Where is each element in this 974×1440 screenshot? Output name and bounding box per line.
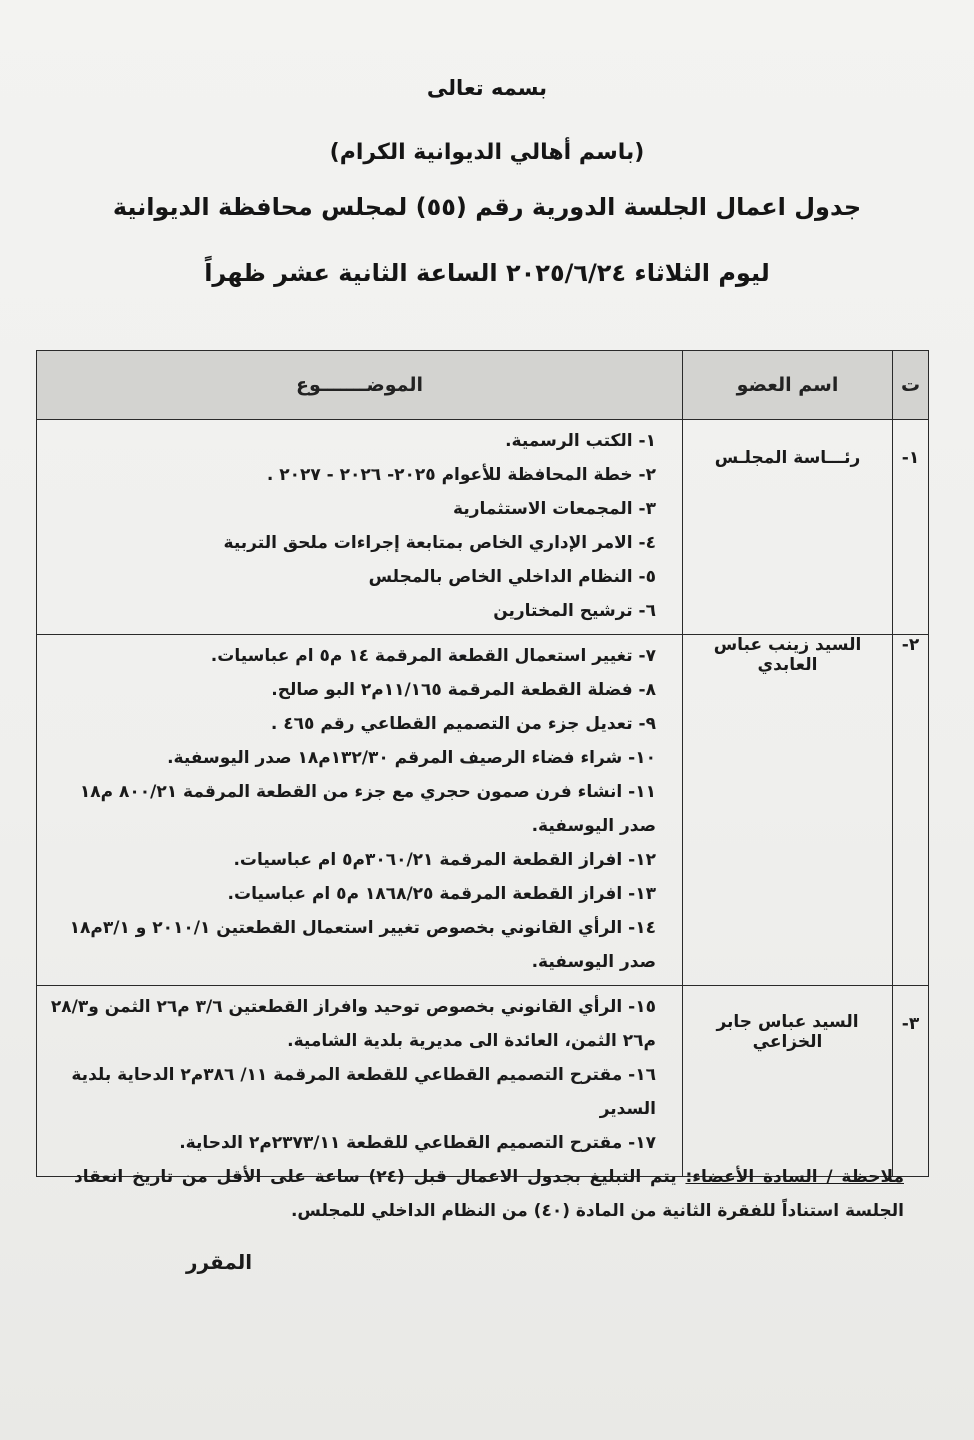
table-row	[37, 420, 929, 635]
agenda-item: ٣- المجمعات الاستثمارية	[453, 499, 656, 519]
agenda-item: ٦- ترشيح المختارين	[493, 601, 656, 621]
row-member: رئـــاسة المجلـس	[683, 420, 893, 635]
row-topics	[37, 986, 683, 1177]
agenda-item: ٢- خطة المحافظة للأعوام ٢٠٢٥- ٢٠٢٦ - ٢٠٢٧ .	[266, 465, 656, 485]
rapporteur-signature: المقرر	[186, 1250, 253, 1274]
agenda-item: ١٦- مقترح التصميم القطاعي للقطعة المرقمة ١١/ ٣٨٦م٢ الدحاية بلدية السدير	[71, 1065, 656, 1119]
agenda-item: ٧- تغيير استعمال القطعة المرقمة ١٤ م٥ ام عباسيات.	[210, 646, 656, 666]
salutation-heading: (باسم أهالي الديوانية الكرام)	[329, 140, 645, 165]
agenda-item: ١٥- الرأي القانوني بخصوص توحيد وافراز القطعتين ٣/٦ م٢٦ الثمن و٢٨/٣ م٢٦ الثمن، العائدة الى مديرية بلدية الشامية.	[50, 997, 656, 1051]
column-header-topic: الموضـــــــوع	[37, 351, 683, 420]
table-row	[37, 635, 929, 986]
row-topics	[37, 420, 683, 635]
row-member: السيد عباس جابر الخزاعي	[683, 986, 893, 1177]
basmala-heading: بسمه تعالى	[426, 76, 548, 100]
agenda-table	[36, 350, 929, 1177]
agenda-item: ١٣- افراز القطعة المرقمة ١٨٦٨/٢٥ م٥ ام عباسيات.	[227, 884, 656, 904]
agenda-item: ٩- تعديل جزء من التصميم القطاعي رقم ٤٦٥ .	[270, 714, 656, 734]
agenda-item: ٤- الامر الإداري الخاص بمتابعة إجراءات ملحق التربية	[223, 533, 656, 553]
note-lead: ملاحظة / السادة الأعضاء:	[685, 1167, 904, 1187]
agenda-item: ١- الكتب الرسمية.	[505, 431, 656, 451]
members-note	[74, 1160, 904, 1228]
column-header-member: اسم العضو	[683, 351, 893, 420]
table-row	[37, 986, 929, 1177]
agenda-item: ١٧- مقترح التصميم القطاعي للقطعة ٢٣٧٣/١١م٢ الدحاية.	[179, 1133, 656, 1153]
row-seq: ٣-	[893, 986, 929, 1177]
column-header-seq: ت	[893, 351, 929, 420]
note-text: يتم التبليغ بجدول الاعمال قبل (٢٤) ساعة على الأقل من تاريخ انعقاد الجلسة استناداً للفقرة الثانية من المادة (٤٠) من النظام الداخلي للمجلس.	[74, 1167, 904, 1221]
row-seq: ٢-	[893, 635, 929, 986]
row-seq: ١-	[893, 420, 929, 635]
agenda-title: جدول اعمال الجلسة الدورية رقم (٥٥) لمجلس محافظة الديوانية	[112, 193, 862, 221]
table-header-row	[37, 351, 929, 420]
row-member: السيد زينب عباس العابدي	[683, 635, 893, 986]
agenda-item: ٨- فضلة القطعة المرقمة ١١/١٦٥م٢ البو صالح.	[271, 680, 656, 700]
agenda-item: ١١- انشاء فرن صمون حجري مع جزء من القطعة المرقمة ٨٠٠/٢١ م١٨ صدر اليوسفية.	[79, 782, 656, 836]
agenda-item: ١٤- الرأي القانوني بخصوص تغيير استعمال القطعتين ٢٠١٠/١ و ٣/١م١٨ صدر اليوسفية.	[69, 918, 656, 972]
session-date: ليوم الثلاثاء ٢٠٢٥/٦/٢٤ الساعة الثانية عشر ظهراً	[204, 259, 770, 287]
row-topics	[37, 635, 683, 986]
agenda-item: ٥- النظام الداخلي الخاص بالمجلس	[368, 567, 656, 587]
agenda-item: ١٠- شراء فضاء الرصيف المرقم ١٣٢/٣٠م١٨ صدر اليوسفية.	[167, 748, 656, 768]
agenda-item: ١٢- افراز القطعة المرقمة ٣٠٦٠/٢١م٥ ام عباسيات.	[233, 850, 656, 870]
